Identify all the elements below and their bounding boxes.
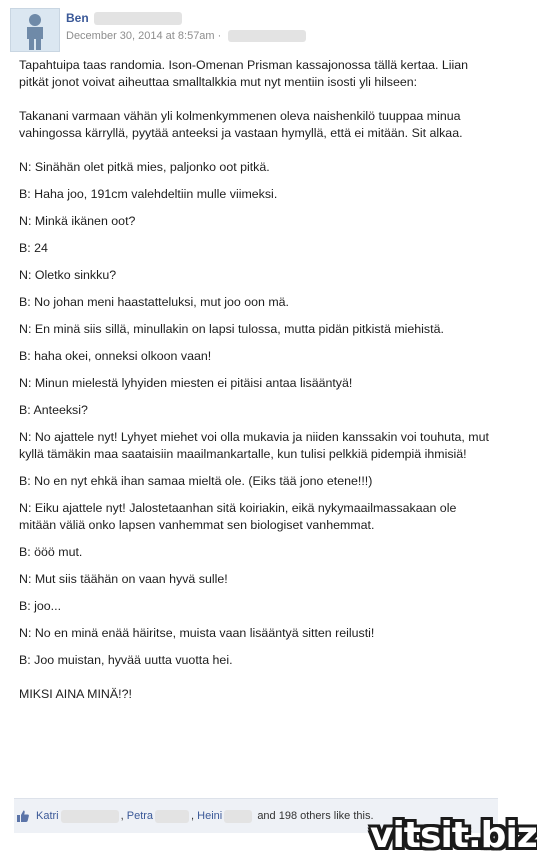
post-body [19, 57, 489, 703]
liker-name[interactable]: Heini [197, 810, 223, 822]
redacted-name [61, 810, 119, 823]
liker-name[interactable]: Petra [126, 810, 154, 822]
dialogue-line: B: joo... [19, 599, 62, 613]
dialogue-line: N: No en minä enää häiritse, muista vaan lisääntyä sitten reilusti! [19, 626, 375, 640]
dialogue-line: B: Anteeksi? [19, 403, 88, 417]
avatar[interactable] [10, 8, 60, 52]
dialogue-line: N: Eiku ajattele nyt! Jalostetaanhan sitä koiriakin, eikä nykymaailmassakaan ole mitään väliä onko lapsen vanhemmat sen biologiset vanhemmat. [19, 501, 457, 532]
redacted-name [155, 810, 189, 823]
dialogue-line: N: Sinähän olet pitkä mies, paljonko oot pitkä. [19, 160, 270, 174]
dialogue-line: N: Mut siis täähän on vaan hyvä sulle! [19, 572, 228, 586]
redacted-audience [228, 30, 306, 42]
dialogue-line: N: Minun mielestä lyhyiden miesten ei pitäisi antaa lisääntyä! [19, 376, 353, 390]
avatar-silhouette-icon [11, 9, 59, 51]
dialogue-line: B: No en nyt ehkä ihan samaa mieltä ole. (Eiks tää jono etene!!!) [19, 474, 373, 488]
dialogue-line: B: No johan meni haastatteluksi, mut joo oon mä. [19, 295, 289, 309]
dialogue-line: N: Oletko sinkku? [19, 268, 117, 282]
dialogue-line: B: Haha joo, 191cm valehdeltiin mulle viimeksi. [19, 187, 278, 201]
post-timestamp[interactable]: December 30, 2014 at 8:57am [66, 30, 215, 42]
author-name[interactable] [66, 11, 182, 25]
closing-line: MIKSI AINA MINÄ!?! [19, 687, 132, 701]
thumbs-up-icon[interactable] [16, 809, 30, 823]
post-meta [66, 30, 306, 42]
dialogue-line: B: 24 [19, 241, 48, 255]
watermark: vitsit.biz [370, 815, 537, 856]
meta-separator: · [217, 30, 222, 42]
likes-separator: , [191, 810, 195, 822]
dialogue-line: N: En minä siis sillä, minullakin on lapsi tulossa, mutta pidän pitkistä miehistä. [19, 322, 444, 336]
post-paragraph: Tapahtuipa taas randomia. Ison-Omenan Prisman kassajonossa tällä kertaa. Liian pitkät jonot voivat aiheuttaa smalltalkkia mut nyt mentiin isosti yli hilseen: [19, 58, 469, 89]
post-paragraph: Takanani varmaan vähän yli kolmenkymmenen oleva naishenkilö tuuppaa minua vahingossa kärryllä, pyytää anteeksi ja vastaan hymyllä, että ei mitään. Sit alkaa. [19, 109, 463, 140]
dialogue-line: N: No ajattele nyt! Lyhyet miehet voi olla mukavia ja niiden kanssakin voi touhuta, mut kyllä tämäkin maa saataisiin maailmankartalle, kun tulisi pelkkiä pidempiä ihmisiä! [19, 430, 489, 461]
likes-others-link[interactable]: and 198 others like this. [257, 810, 374, 822]
likes-separator: , [120, 810, 124, 822]
dialogue-line: B: ööö mut. [19, 545, 83, 559]
author-first-name[interactable]: Ben [66, 11, 89, 25]
likes-text [36, 799, 374, 833]
dialogue-line: B: Joo muistan, hyvää uutta vuotta hei. [19, 653, 233, 667]
liker-name[interactable]: Katri [36, 810, 59, 822]
redacted-surname [94, 12, 182, 25]
dialogue-line: N: Minkä ikänen oot? [19, 214, 136, 228]
redacted-name [224, 810, 252, 823]
dialogue-line: B: haha okei, onneksi olkoon vaan! [19, 349, 212, 363]
